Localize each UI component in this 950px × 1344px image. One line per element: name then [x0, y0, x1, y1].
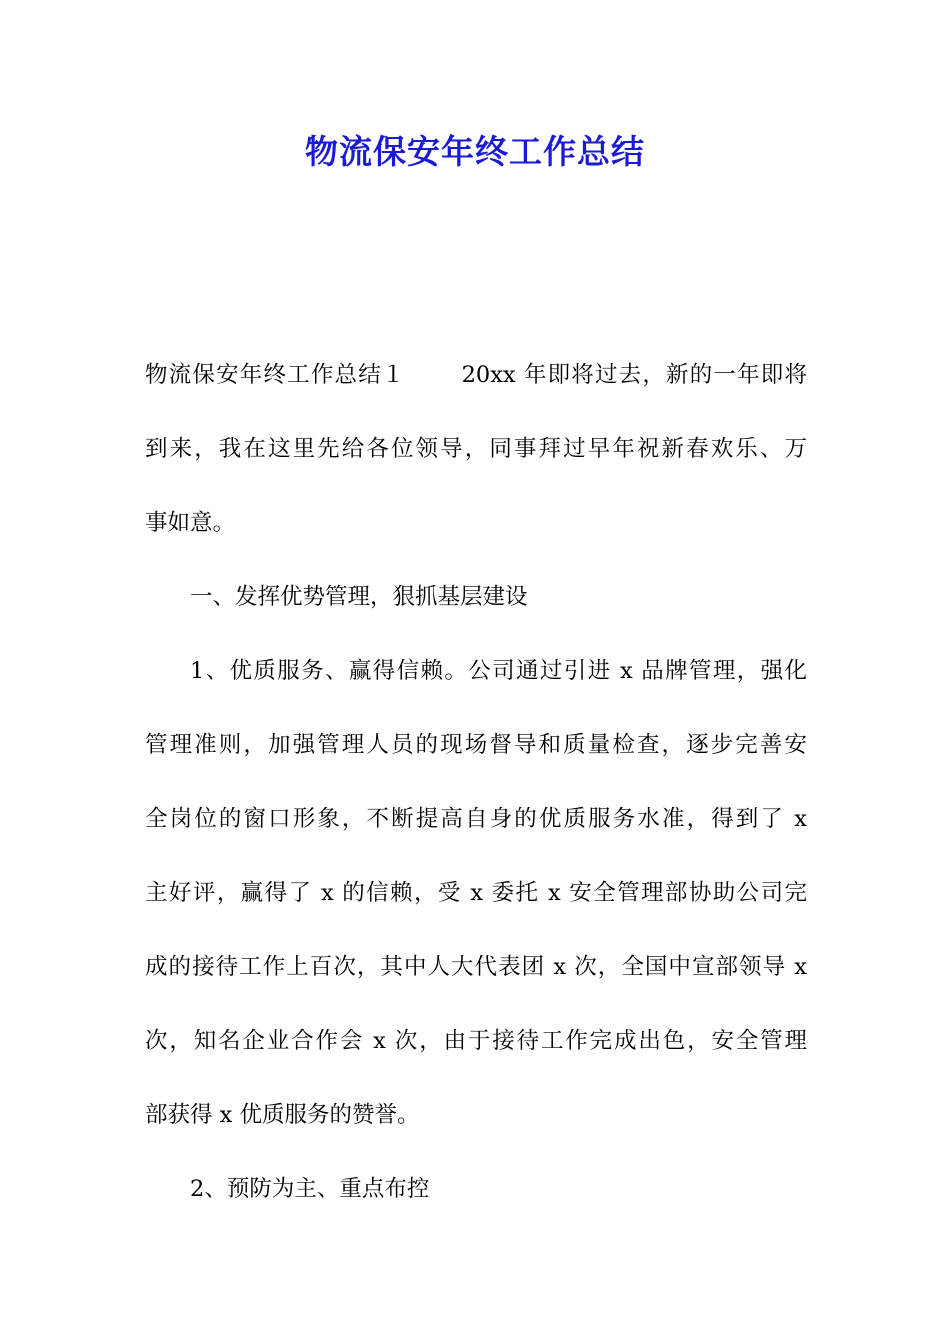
paragraph-line-1	[145, 338, 807, 412]
intro-label: 物流保安年终工作总结１	[145, 362, 406, 388]
section-heading-1: 一、发挥优势管理，狠抓基层建设	[190, 584, 528, 610]
paragraph-line-7: 全岗位的窗口形象，不断提高自身的优质服务水准，得到了 x	[145, 806, 807, 832]
paragraph-line-5: 1、优质服务、赢得信赖。公司通过引进 x 品牌管理，强化	[190, 658, 807, 684]
paragraph-line-2: 到来，我在这里先给各位领导，同事拜过早年祝新春欢乐、万	[145, 436, 807, 462]
document-body	[145, 338, 807, 1226]
document-title: 物流保安年终工作总结	[305, 132, 645, 171]
paragraph-line-6: 管理准则，加强管理人员的现场督导和质量检查，逐步完善安	[145, 732, 807, 758]
paragraph-line-9: 成的接待工作上百次，其中人大代表团 x 次，全国中宣部领导 x	[145, 954, 807, 980]
paragraph-line-3: 事如意。	[145, 510, 236, 536]
intro-text: 20xx 年即将过去，新的一年即将	[461, 362, 807, 388]
section-heading-2: 2、预防为主、重点布控	[190, 1176, 430, 1202]
paragraph-line-10: 次，知名企业合作会 x 次，由于接待工作完成出色，安全管理	[145, 1028, 807, 1054]
paragraph-line-11: 部获得 x 优质服务的赞誉。	[145, 1102, 420, 1128]
paragraph-line-8: 主好评，赢得了 x 的信赖，受 x 委托 x 安全管理部协助公司完	[145, 880, 807, 906]
